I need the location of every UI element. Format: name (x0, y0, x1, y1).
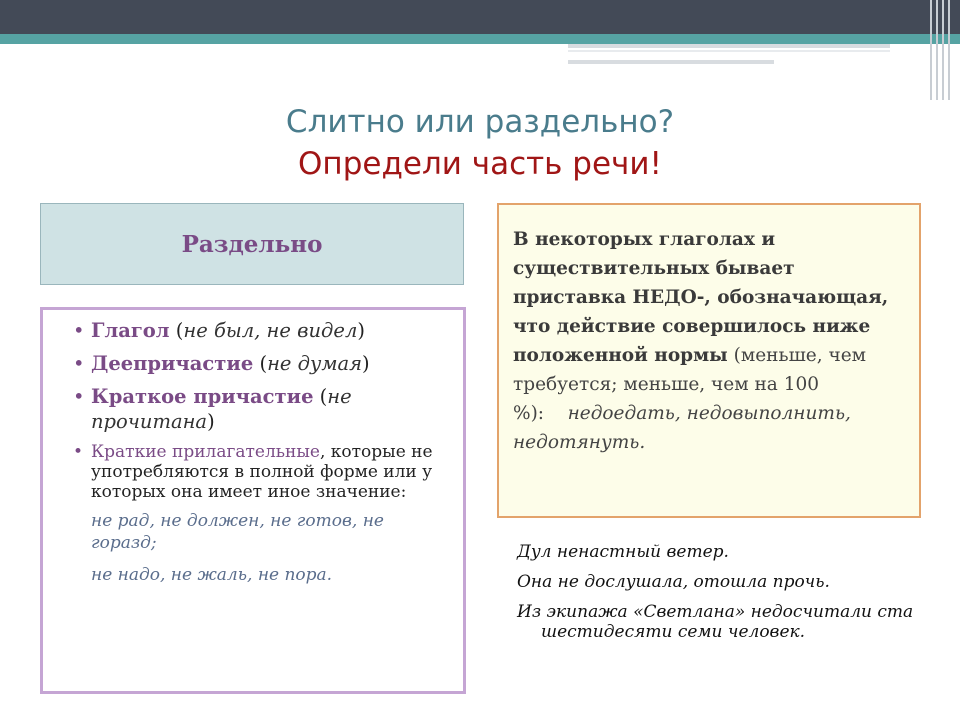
slide-title: Слитно или раздельно? (285, 104, 675, 140)
nedo-prefix-note (497, 203, 921, 518)
top-decor-line (568, 50, 890, 52)
rule-term: Краткое причастие (91, 385, 314, 408)
rule-item-verb: • Глагол (не был, не видел) (73, 318, 451, 343)
rule-term: Краткие прилагательные (91, 442, 320, 462)
rule-item-short-adjective (73, 442, 451, 502)
example-sentence: Из экипажа «Светлана» недосчитали ста шестидесяти семи человек. (517, 602, 914, 642)
rule-example: не прочитана (91, 385, 352, 433)
rule-example: не был, не видел (183, 319, 358, 342)
rule-term: Глагол (91, 319, 170, 342)
slide-subtitle: Определи часть речи! (298, 146, 662, 182)
note-clarification: (меньше, чем требуется; меньше, чем на 100 %): (513, 345, 867, 424)
adverb-examples: не надо, не жаль, не пора. (91, 565, 333, 585)
top-decor-accent (0, 34, 960, 44)
top-decor-line (568, 44, 890, 48)
example-sentences (517, 542, 937, 652)
corner-decor-line (942, 0, 944, 100)
separate-rules-box (40, 307, 466, 694)
example-sentence: Дул ненастный ветер. (517, 542, 729, 562)
rule-item-gerund: • Деепричастие (не думая) (73, 351, 451, 376)
note-rule-text: В некоторых глаголах и существительных бывает приставка НЕДО-, обозначающая, что действие совершилось ниже положенной нормы (513, 229, 889, 366)
corner-decor-line (948, 0, 950, 100)
rule-term: Деепричастие (91, 352, 254, 375)
corner-decor-line (930, 0, 932, 100)
rule-description: , которые не употребляются в полной форме или у которых она имеет иное значение: (91, 442, 433, 502)
corner-decor-line (936, 0, 938, 100)
rule-example: не думая (267, 352, 363, 375)
note-examples: недоедать, недовыполнить, недотянуть. (513, 403, 851, 453)
top-decor-line (568, 60, 774, 64)
adjective-examples: не рад, не должен, не готов, не горазд; (91, 511, 384, 553)
example-sentence: Она не дослушала, отошла прочь. (517, 572, 830, 592)
rule-item-short-participle: • Краткое причастие (не прочитана) (73, 384, 451, 434)
separate-header: Раздельно (40, 203, 464, 285)
top-decor-bar (0, 0, 960, 34)
